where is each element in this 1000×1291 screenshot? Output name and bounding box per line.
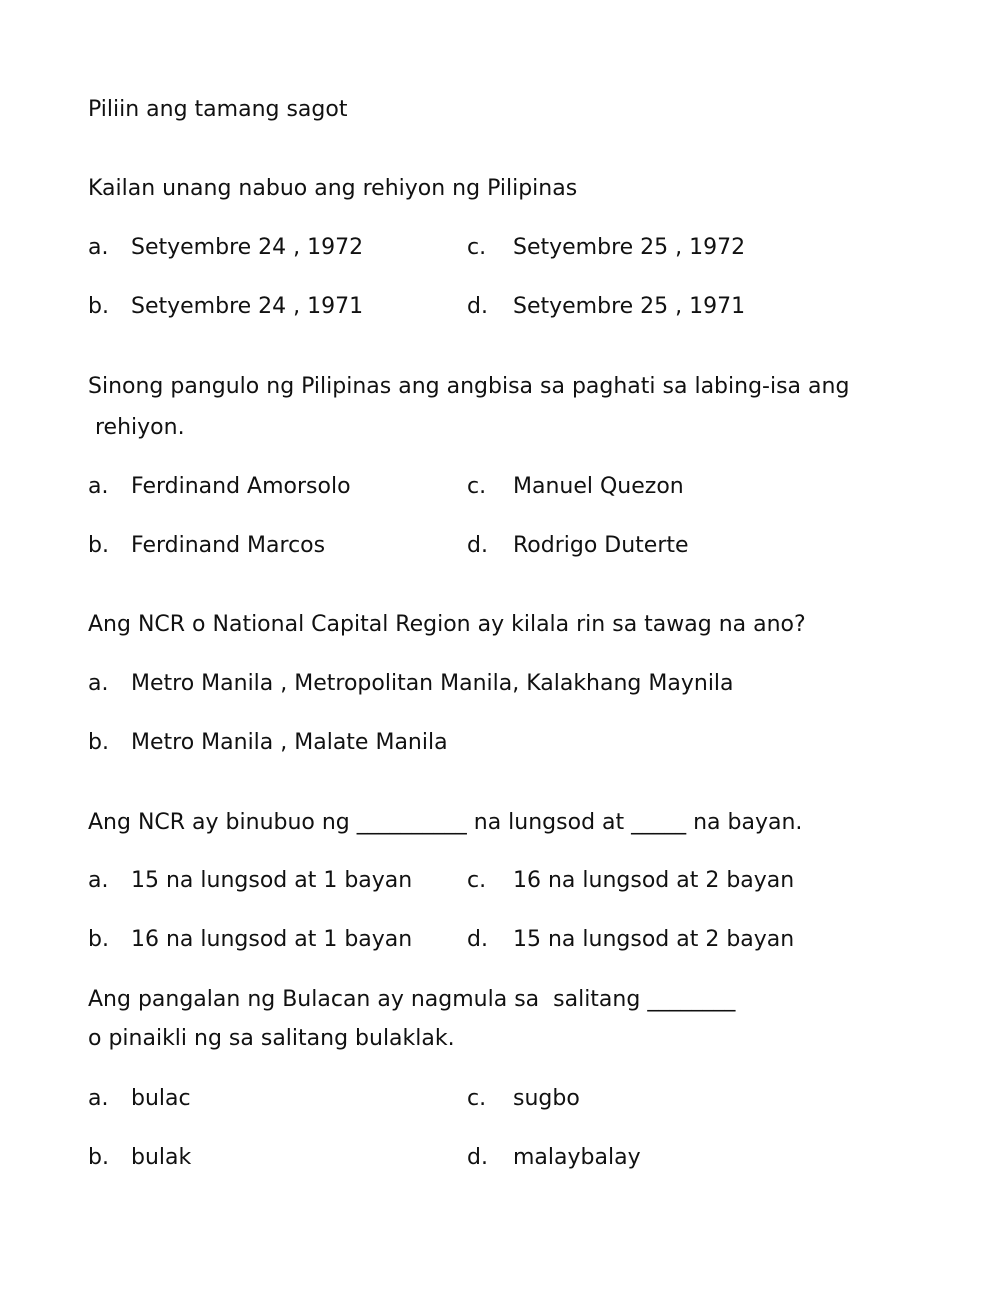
choice-letter: c. [467, 1086, 487, 1111]
choice-text[interactable]: Metro Manila , Malate Manila [131, 730, 448, 755]
choice-text[interactable]: Metro Manila , Metropolitan Manila, Kalakhang Maynila [131, 671, 734, 696]
choice-letter: b. [88, 294, 109, 319]
choice-text[interactable]: Ferdinand Amorsolo [131, 474, 351, 499]
choice-text[interactable]: Setyembre 24 , 1971 [131, 294, 364, 319]
choice-letter: a. [88, 868, 109, 893]
question-5-text-line-2: o pinaikli ng sa salitang bulaklak. [88, 1026, 455, 1051]
question-1-text: Kailan unang nabuo ang rehiyon ng Pilipinas [88, 176, 578, 201]
choice-text[interactable]: 15 na lungsod at 2 bayan [513, 927, 795, 952]
choice-letter: a. [88, 474, 109, 499]
choice-letter: b. [88, 533, 109, 558]
choice-text[interactable]: Rodrigo Duterte [513, 533, 689, 558]
question-3-text: Ang NCR o National Capital Region ay kilala rin sa tawag na ano? [88, 612, 806, 637]
choice-letter: d. [467, 294, 488, 319]
question-2-text-line-1: Sinong pangulo ng Pilipinas ang angbisa sa paghati sa labing-isa ang [88, 374, 850, 399]
choice-letter: d. [467, 533, 488, 558]
choice-letter: a. [88, 671, 109, 696]
choice-text[interactable]: malaybalay [513, 1145, 641, 1170]
choice-text[interactable]: sugbo [513, 1086, 580, 1111]
choice-text[interactable]: 16 na lungsod at 2 bayan [513, 868, 795, 893]
choice-text[interactable]: Setyembre 25 , 1971 [513, 294, 746, 319]
instruction: Piliin ang tamang sagot [88, 97, 348, 122]
choice-letter: b. [88, 927, 109, 952]
choice-letter: d. [467, 927, 488, 952]
choice-text[interactable]: 16 na lungsod at 1 bayan [131, 927, 413, 952]
question-5-text-line-1: Ang pangalan ng Bulacan ay nagmula sa salitang ________ [88, 987, 736, 1012]
question-4-text: Ang NCR ay binubuo ng __________ na lungsod at _____ na bayan. [88, 810, 803, 835]
question-2-text-line-2: rehiyon. [88, 415, 185, 440]
choice-text[interactable]: 15 na lungsod at 1 bayan [131, 868, 413, 893]
choice-letter: b. [88, 1145, 109, 1170]
choice-letter: b. [88, 730, 109, 755]
choice-text[interactable]: Setyembre 24 , 1972 [131, 235, 364, 260]
choice-letter: a. [88, 235, 109, 260]
choice-letter: c. [467, 474, 487, 499]
choice-text[interactable]: bulac [131, 1086, 191, 1111]
choice-text[interactable]: bulak [131, 1145, 192, 1170]
choice-letter: d. [467, 1145, 488, 1170]
choice-letter: c. [467, 868, 487, 893]
choice-text[interactable]: Setyembre 25 , 1972 [513, 235, 746, 260]
choice-text[interactable]: Ferdinand Marcos [131, 533, 326, 558]
choice-letter: a. [88, 1086, 109, 1111]
choice-text[interactable]: Manuel Quezon [513, 474, 684, 499]
choice-letter: c. [467, 235, 487, 260]
